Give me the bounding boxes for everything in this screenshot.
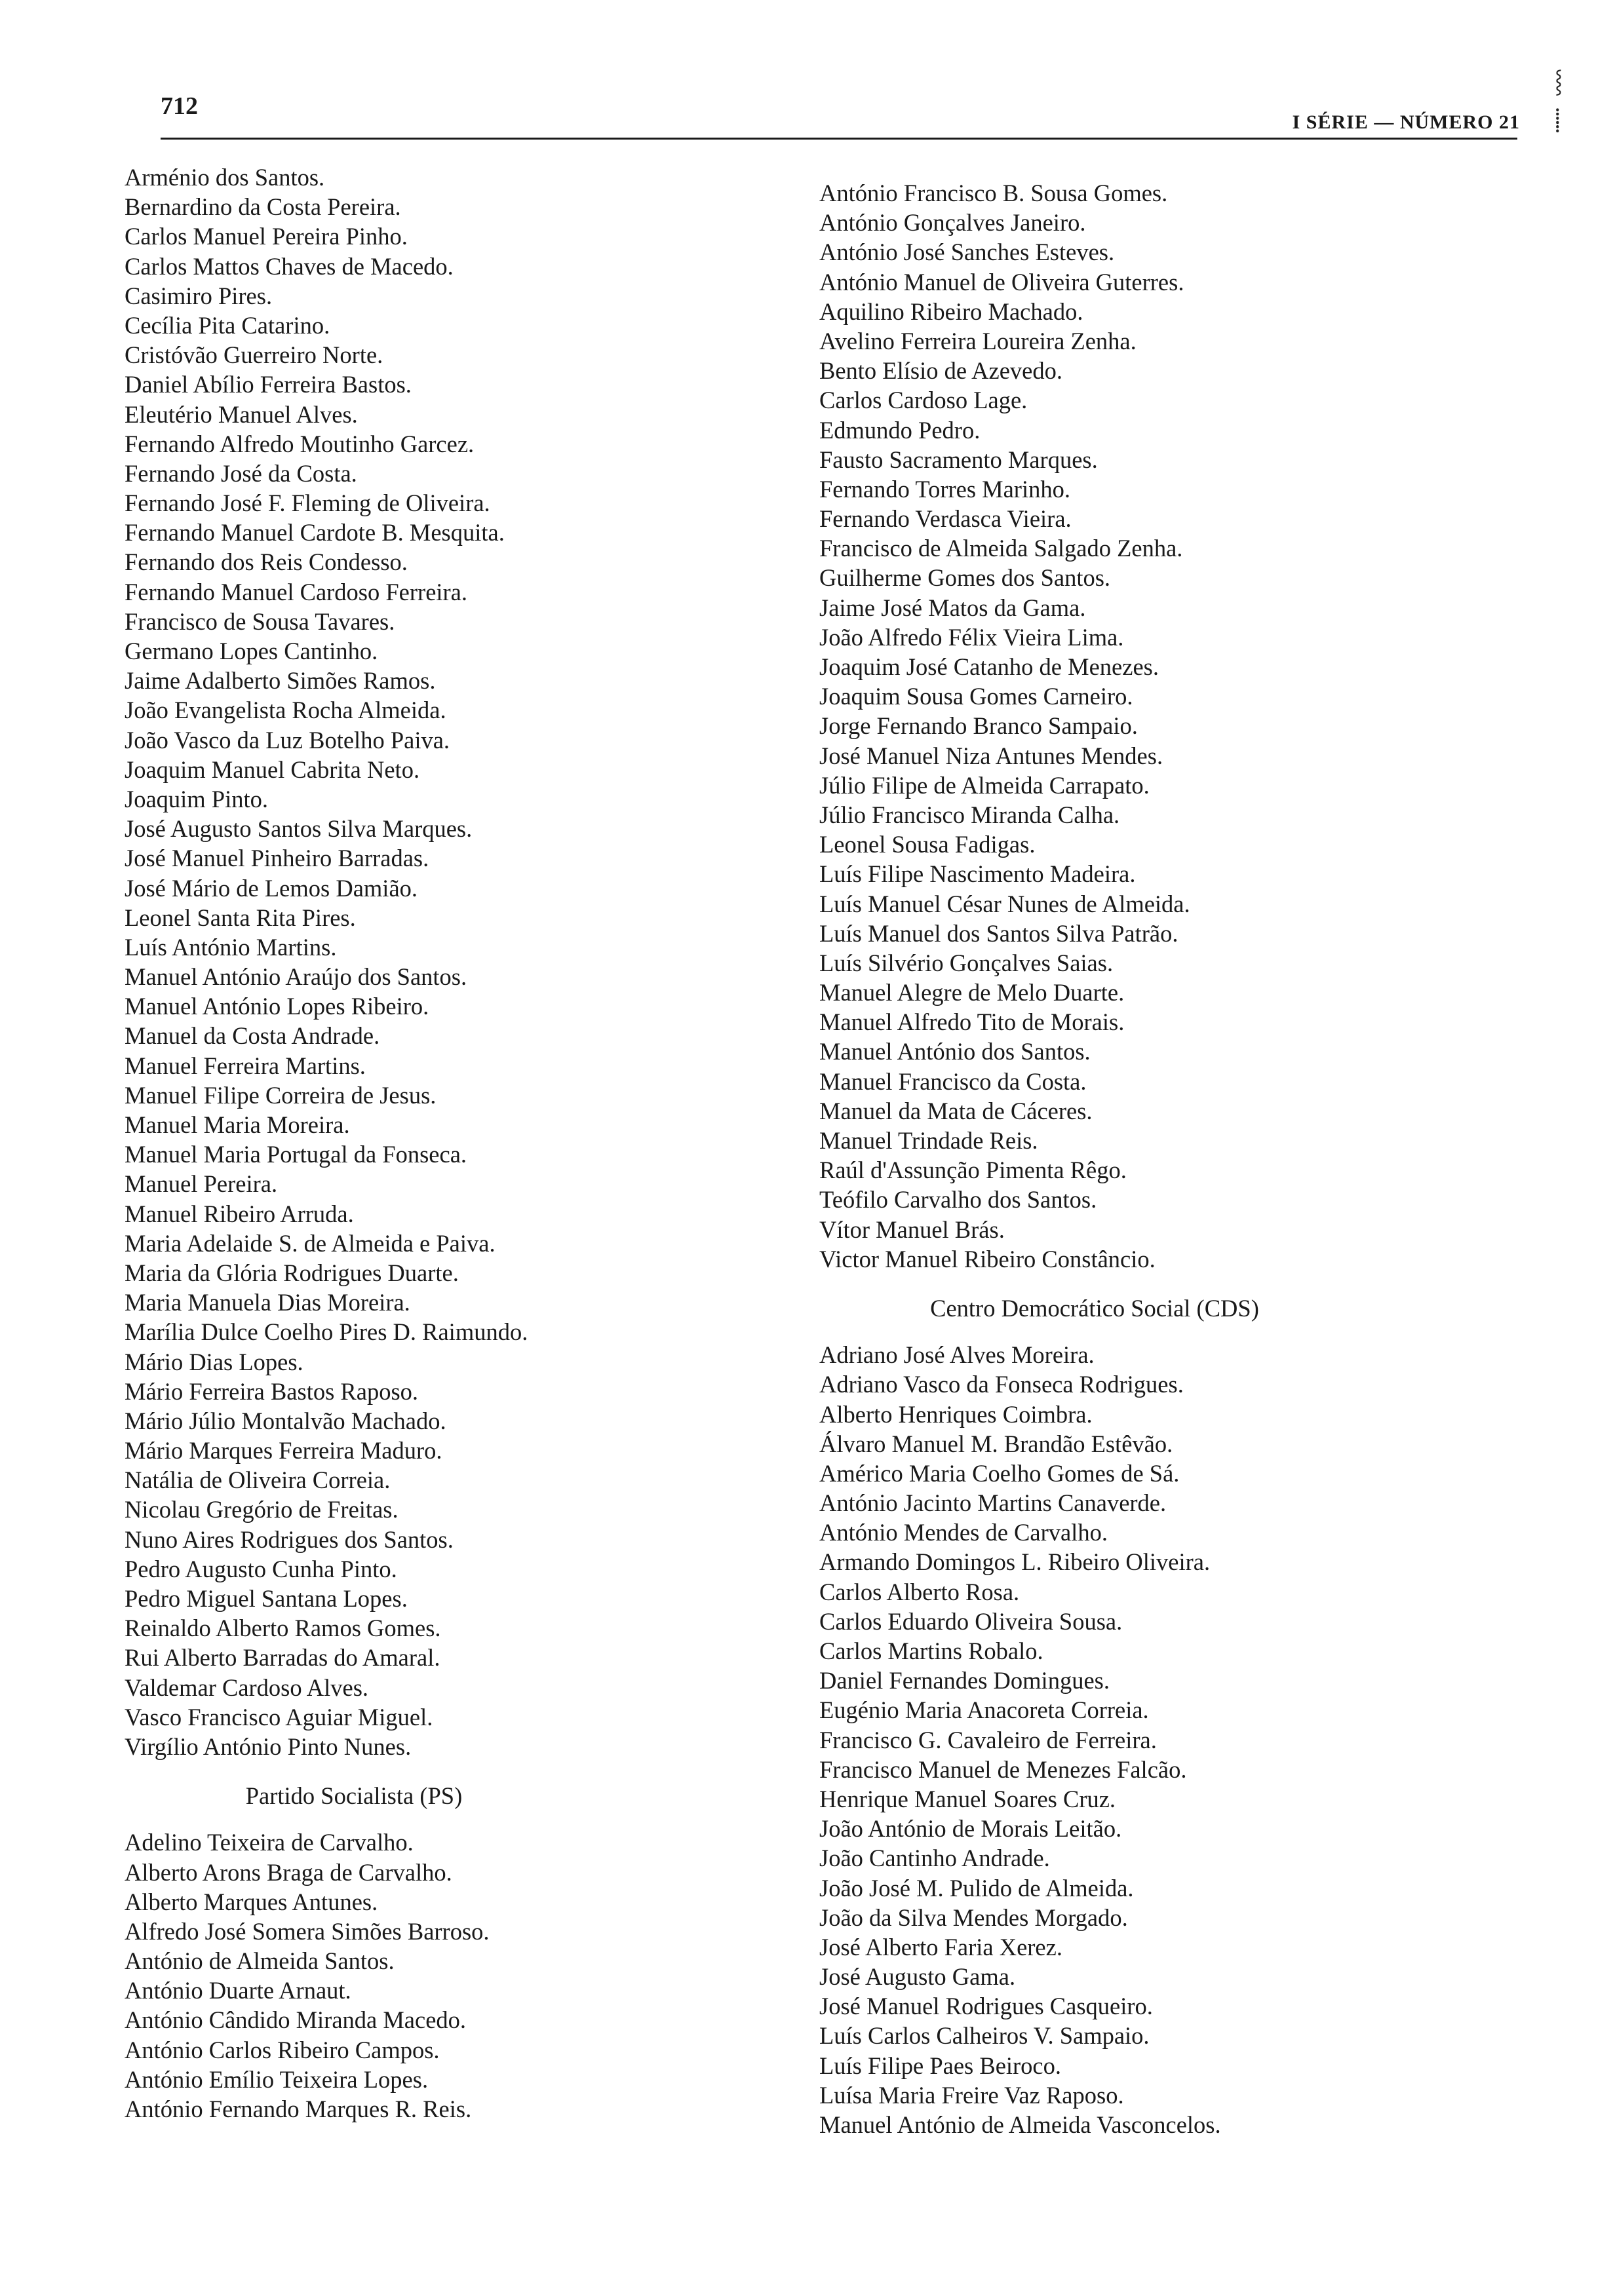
deputy-name: Maria Adelaide S. de Almeida e Paiva. [125, 1229, 496, 1257]
deputy-name: Manuel António Araújo dos Santos. [125, 963, 467, 991]
deputy-name: Edmundo Pedro. [819, 416, 981, 444]
deputy-name: Raúl d'Assunção Pimenta Rêgo. [819, 1157, 1127, 1184]
deputy-name: Maria Manuela Dias Moreira. [125, 1289, 410, 1316]
margin-marks: ⸾ ⸽ [1554, 69, 1563, 133]
deputy-name: Francisco Manuel de Menezes Falcão. [819, 1755, 1187, 1783]
deputy-name: Carlos Mattos Chaves de Macedo. [125, 252, 454, 280]
deputy-name: Carlos Alberto Rosa. [819, 1578, 1020, 1605]
page-number: 712 [161, 92, 198, 120]
deputy-name: Nuno Aires Rodrigues dos Santos. [125, 1525, 454, 1553]
deputy-name: Manuel Alfredo Tito de Morais. [819, 1008, 1125, 1036]
deputy-name: Pedro Augusto Cunha Pinto. [125, 1555, 397, 1582]
section-heading-cds: Centro Democrático Social (CDS) [930, 1294, 1259, 1322]
deputy-name: Alberto Marques Antunes. [125, 1888, 378, 1915]
deputy-name: João Cantinho Andrade. [819, 1845, 1050, 1872]
deputy-name: António José Sanches Esteves. [819, 239, 1115, 266]
deputy-name: Jorge Fernando Branco Sampaio. [819, 712, 1138, 740]
deputy-name: Cristóvão Guerreiro Norte. [125, 341, 383, 369]
deputy-name: Fernando Manuel Cardoso Ferreira. [125, 578, 468, 605]
deputy-name: Bernardino da Costa Pereira. [125, 193, 401, 221]
deputy-name: Cecília Pita Catarino. [125, 311, 330, 339]
deputy-name: Fernando José da Costa. [125, 459, 357, 487]
deputy-name: Luís Silvério Gonçalves Saias. [819, 949, 1114, 976]
deputy-name: Jaime José Matos da Gama. [819, 594, 1086, 621]
deputy-name: João Vasco da Luz Botelho Paiva. [125, 726, 450, 754]
deputy-name: Luís Carlos Calheiros V. Sampaio. [819, 2022, 1150, 2050]
deputy-name: Francisco de Almeida Salgado Zenha. [819, 535, 1183, 562]
deputy-name: Joaquim Pinto. [125, 785, 269, 813]
deputy-name: Júlio Filipe de Almeida Carrapato. [819, 771, 1150, 799]
deputy-name: José Manuel Pinheiro Barradas. [125, 845, 429, 872]
section-heading-ps: Partido Socialista (PS) [245, 1782, 463, 1810]
deputy-name: Luís António Martins. [125, 933, 337, 961]
left-names-after [125, 1827, 780, 2124]
deputy-name: Reinaldo Alberto Ramos Gomes. [125, 1615, 441, 1642]
deputy-name: Alberto Arons Braga de Carvalho. [125, 1858, 452, 1886]
right-names-before [819, 178, 1475, 1274]
deputy-name: Germano Lopes Cantinho. [125, 638, 378, 664]
deputy-name: Marília Dulce Coelho Pires D. Raimundo. [125, 1318, 528, 1346]
deputy-name: Júlio Francisco Miranda Calha. [819, 801, 1120, 828]
deputy-name: Henrique Manuel Soares Cruz. [819, 1785, 1116, 1812]
deputy-name: Pedro Miguel Santana Lopes. [125, 1585, 408, 1612]
deputy-name: Vítor Manuel Brás. [819, 1215, 1005, 1243]
deputy-name: Carlos Eduardo Oliveira Sousa. [819, 1607, 1123, 1635]
deputy-name: Eugénio Maria Anacoreta Correia. [819, 1696, 1149, 1724]
deputy-name: Manuel da Mata de Cáceres. [819, 1097, 1093, 1124]
deputy-name: António Gonçalves Janeiro. [819, 209, 1086, 237]
deputy-name: António Fernando Marques R. Reis. [125, 2095, 472, 2123]
deputy-name: Fausto Sacramento Marques. [819, 446, 1098, 473]
header-rule [161, 138, 1517, 140]
deputy-name: Fernando Verdasca Vieira. [819, 505, 1072, 533]
deputy-name: Fernando Manuel Cardote B. Mesquita. [125, 519, 505, 546]
deputy-name: Álvaro Manuel M. Brandão Estêvão. [819, 1430, 1173, 1457]
deputy-name: Teófilo Carvalho dos Santos. [819, 1186, 1097, 1214]
deputy-name: Luís Manuel dos Santos Silva Patrão. [819, 919, 1178, 947]
right-column [819, 178, 1475, 2139]
left-column [125, 163, 780, 2124]
deputy-name: Alberto Henriques Coimbra. [819, 1400, 1093, 1428]
deputy-name: João José M. Pulido de Almeida. [819, 1874, 1134, 1902]
deputy-name: Manuel António Lopes Ribeiro. [125, 993, 429, 1020]
deputy-name: António de Almeida Santos. [125, 1947, 395, 1975]
deputy-name: Daniel Fernandes Domingues. [819, 1667, 1110, 1694]
deputy-name: Jaime Adalberto Simões Ramos. [125, 667, 436, 695]
deputy-name: Manuel Maria Portugal da Fonseca. [125, 1141, 467, 1168]
deputy-name: Luís Filipe Nascimento Madeira. [819, 860, 1136, 888]
deputy-name: José Alberto Faria Xerez. [819, 1933, 1062, 1961]
deputy-name: António Francisco B. Sousa Gomes. [819, 180, 1168, 206]
deputy-name: João Evangelista Rocha Almeida. [125, 697, 446, 724]
deputy-name: José Manuel Rodrigues Casqueiro. [819, 1993, 1153, 2020]
deputy-name: José Augusto Gama. [819, 1963, 1016, 1991]
deputy-name: António Cândido Miranda Macedo. [125, 2006, 467, 2034]
deputy-name: Avelino Ferreira Loureira Zenha. [819, 327, 1137, 354]
deputy-name: Carlos Manuel Pereira Pinho. [125, 223, 408, 250]
left-names-before [125, 163, 780, 1761]
deputy-name: Manuel Ribeiro Arruda. [125, 1200, 354, 1227]
deputy-name: Manuel Filipe Correira de Jesus. [125, 1081, 437, 1109]
deputy-name: José Augusto Santos Silva Marques. [125, 815, 473, 843]
deputy-name: Fernando Torres Marinho. [819, 475, 1070, 503]
deputy-name: Adriano José Alves Moreira. [819, 1341, 1095, 1369]
deputy-name: Manuel Trindade Reis. [819, 1127, 1038, 1154]
deputy-name: Mário Ferreira Bastos Raposo. [125, 1377, 419, 1405]
deputy-name: Adelino Teixeira de Carvalho. [125, 1829, 414, 1856]
deputy-name: António Mendes de Carvalho. [819, 1519, 1108, 1546]
deputy-name: José Mário de Lemos Damião. [125, 874, 418, 902]
deputy-name: Daniel Abílio Ferreira Bastos. [125, 371, 412, 398]
deputy-name: Arménio dos Santos. [125, 164, 325, 191]
deputy-name: Américo Maria Coelho Gomes de Sá. [819, 1459, 1180, 1487]
deputy-name: Victor Manuel Ribeiro Constâncio. [819, 1245, 1156, 1272]
deputy-name: Casimiro Pires. [125, 282, 273, 309]
deputy-name: Leonel Sousa Fadigas. [819, 831, 1036, 858]
deputy-name: Luísa Maria Freire Vaz Raposo. [819, 2081, 1124, 2109]
deputy-name: Eleutério Manuel Alves. [125, 400, 358, 428]
deputy-name: Fernando Alfredo Moutinho Garcez. [125, 430, 475, 457]
deputy-name: Bento Elísio de Azevedo. [819, 357, 1063, 385]
deputy-name: Joaquim José Catanho de Menezes. [819, 653, 1159, 680]
deputy-name: Luís Filipe Paes Beiroco. [819, 2052, 1062, 2079]
deputy-name: Adriano Vasco da Fonseca Rodrigues. [819, 1371, 1184, 1398]
deputy-name: Alfredo José Somera Simões Barroso. [125, 1917, 490, 1945]
deputy-name: António Duarte Arnaut. [125, 1977, 351, 2004]
deputy-name: Manuel Maria Moreira. [125, 1111, 350, 1138]
deputy-name: Manuel Francisco da Costa. [819, 1067, 1087, 1095]
deputy-name: Fernando José F. Fleming de Oliveira. [125, 489, 490, 517]
deputy-name: António Manuel de Oliveira Guterres. [819, 268, 1184, 296]
deputy-name: Mário Marques Ferreira Maduro. [125, 1437, 442, 1464]
right-names-after [819, 1340, 1475, 2139]
deputy-name: Manuel Pereira. [125, 1170, 278, 1198]
running-header: I SÉRIE — NÚMERO 21 [1292, 111, 1520, 133]
deputy-name: António Emílio Teixeira Lopes. [125, 2065, 429, 2093]
deputy-name: Nicolau Gregório de Freitas. [125, 1496, 399, 1523]
deputy-name: Mário Júlio Montalvão Machado. [125, 1407, 446, 1434]
deputy-name: Guilherme Gomes dos Santos. [819, 564, 1111, 592]
deputy-name: Francisco de Sousa Tavares. [125, 607, 395, 635]
deputy-name: António Jacinto Martins Canaverde. [819, 1489, 1167, 1517]
deputy-name: Rui Alberto Barradas do Amaral. [125, 1644, 440, 1672]
deputy-name: João da Silva Mendes Morgado. [819, 1904, 1128, 1931]
deputy-name: Manuel António de Almeida Vasconcelos. [819, 2111, 1221, 2139]
deputy-name: Natália de Oliveira Correia. [125, 1466, 391, 1494]
deputy-name: Joaquim Manuel Cabrita Neto. [125, 756, 420, 783]
deputy-name: António Carlos Ribeiro Campos. [125, 2036, 440, 2063]
deputy-name: Leonel Santa Rita Pires. [125, 904, 356, 931]
deputy-name: Luís Manuel César Nunes de Almeida. [819, 890, 1190, 917]
deputy-name: Francisco G. Cavaleiro de Ferreira. [819, 1726, 1157, 1753]
deputy-name: Manuel da Costa Andrade. [125, 1022, 380, 1050]
deputy-name: Armando Domingos L. Ribeiro Oliveira. [819, 1548, 1211, 1576]
deputy-name: Virgílio António Pinto Nunes. [125, 1732, 412, 1760]
deputy-name: Manuel Ferreira Martins. [125, 1052, 366, 1079]
deputy-name: Vasco Francisco Aguiar Miguel. [125, 1703, 433, 1731]
deputy-name: João Alfredo Félix Vieira Lima. [819, 623, 1124, 651]
deputy-name: Carlos Cardoso Lage. [819, 387, 1028, 414]
deputy-name: Aquilino Ribeiro Machado. [819, 297, 1083, 325]
deputy-name: Joaquim Sousa Gomes Carneiro. [819, 683, 1133, 710]
deputy-name: Manuel António dos Santos. [819, 1038, 1091, 1065]
deputy-name: Manuel Alegre de Melo Duarte. [819, 979, 1125, 1006]
deputy-name: Mário Dias Lopes. [125, 1348, 303, 1375]
deputy-name: Fernando dos Reis Condesso. [125, 548, 408, 576]
deputy-name: Maria da Glória Rodrigues Duarte. [125, 1259, 459, 1286]
deputy-name: Carlos Martins Robalo. [819, 1637, 1043, 1665]
deputy-name: João António de Morais Leitão. [819, 1815, 1122, 1843]
deputy-name: José Manuel Niza Antunes Mendes. [819, 742, 1163, 769]
deputy-name: Valdemar Cardoso Alves. [125, 1674, 369, 1701]
